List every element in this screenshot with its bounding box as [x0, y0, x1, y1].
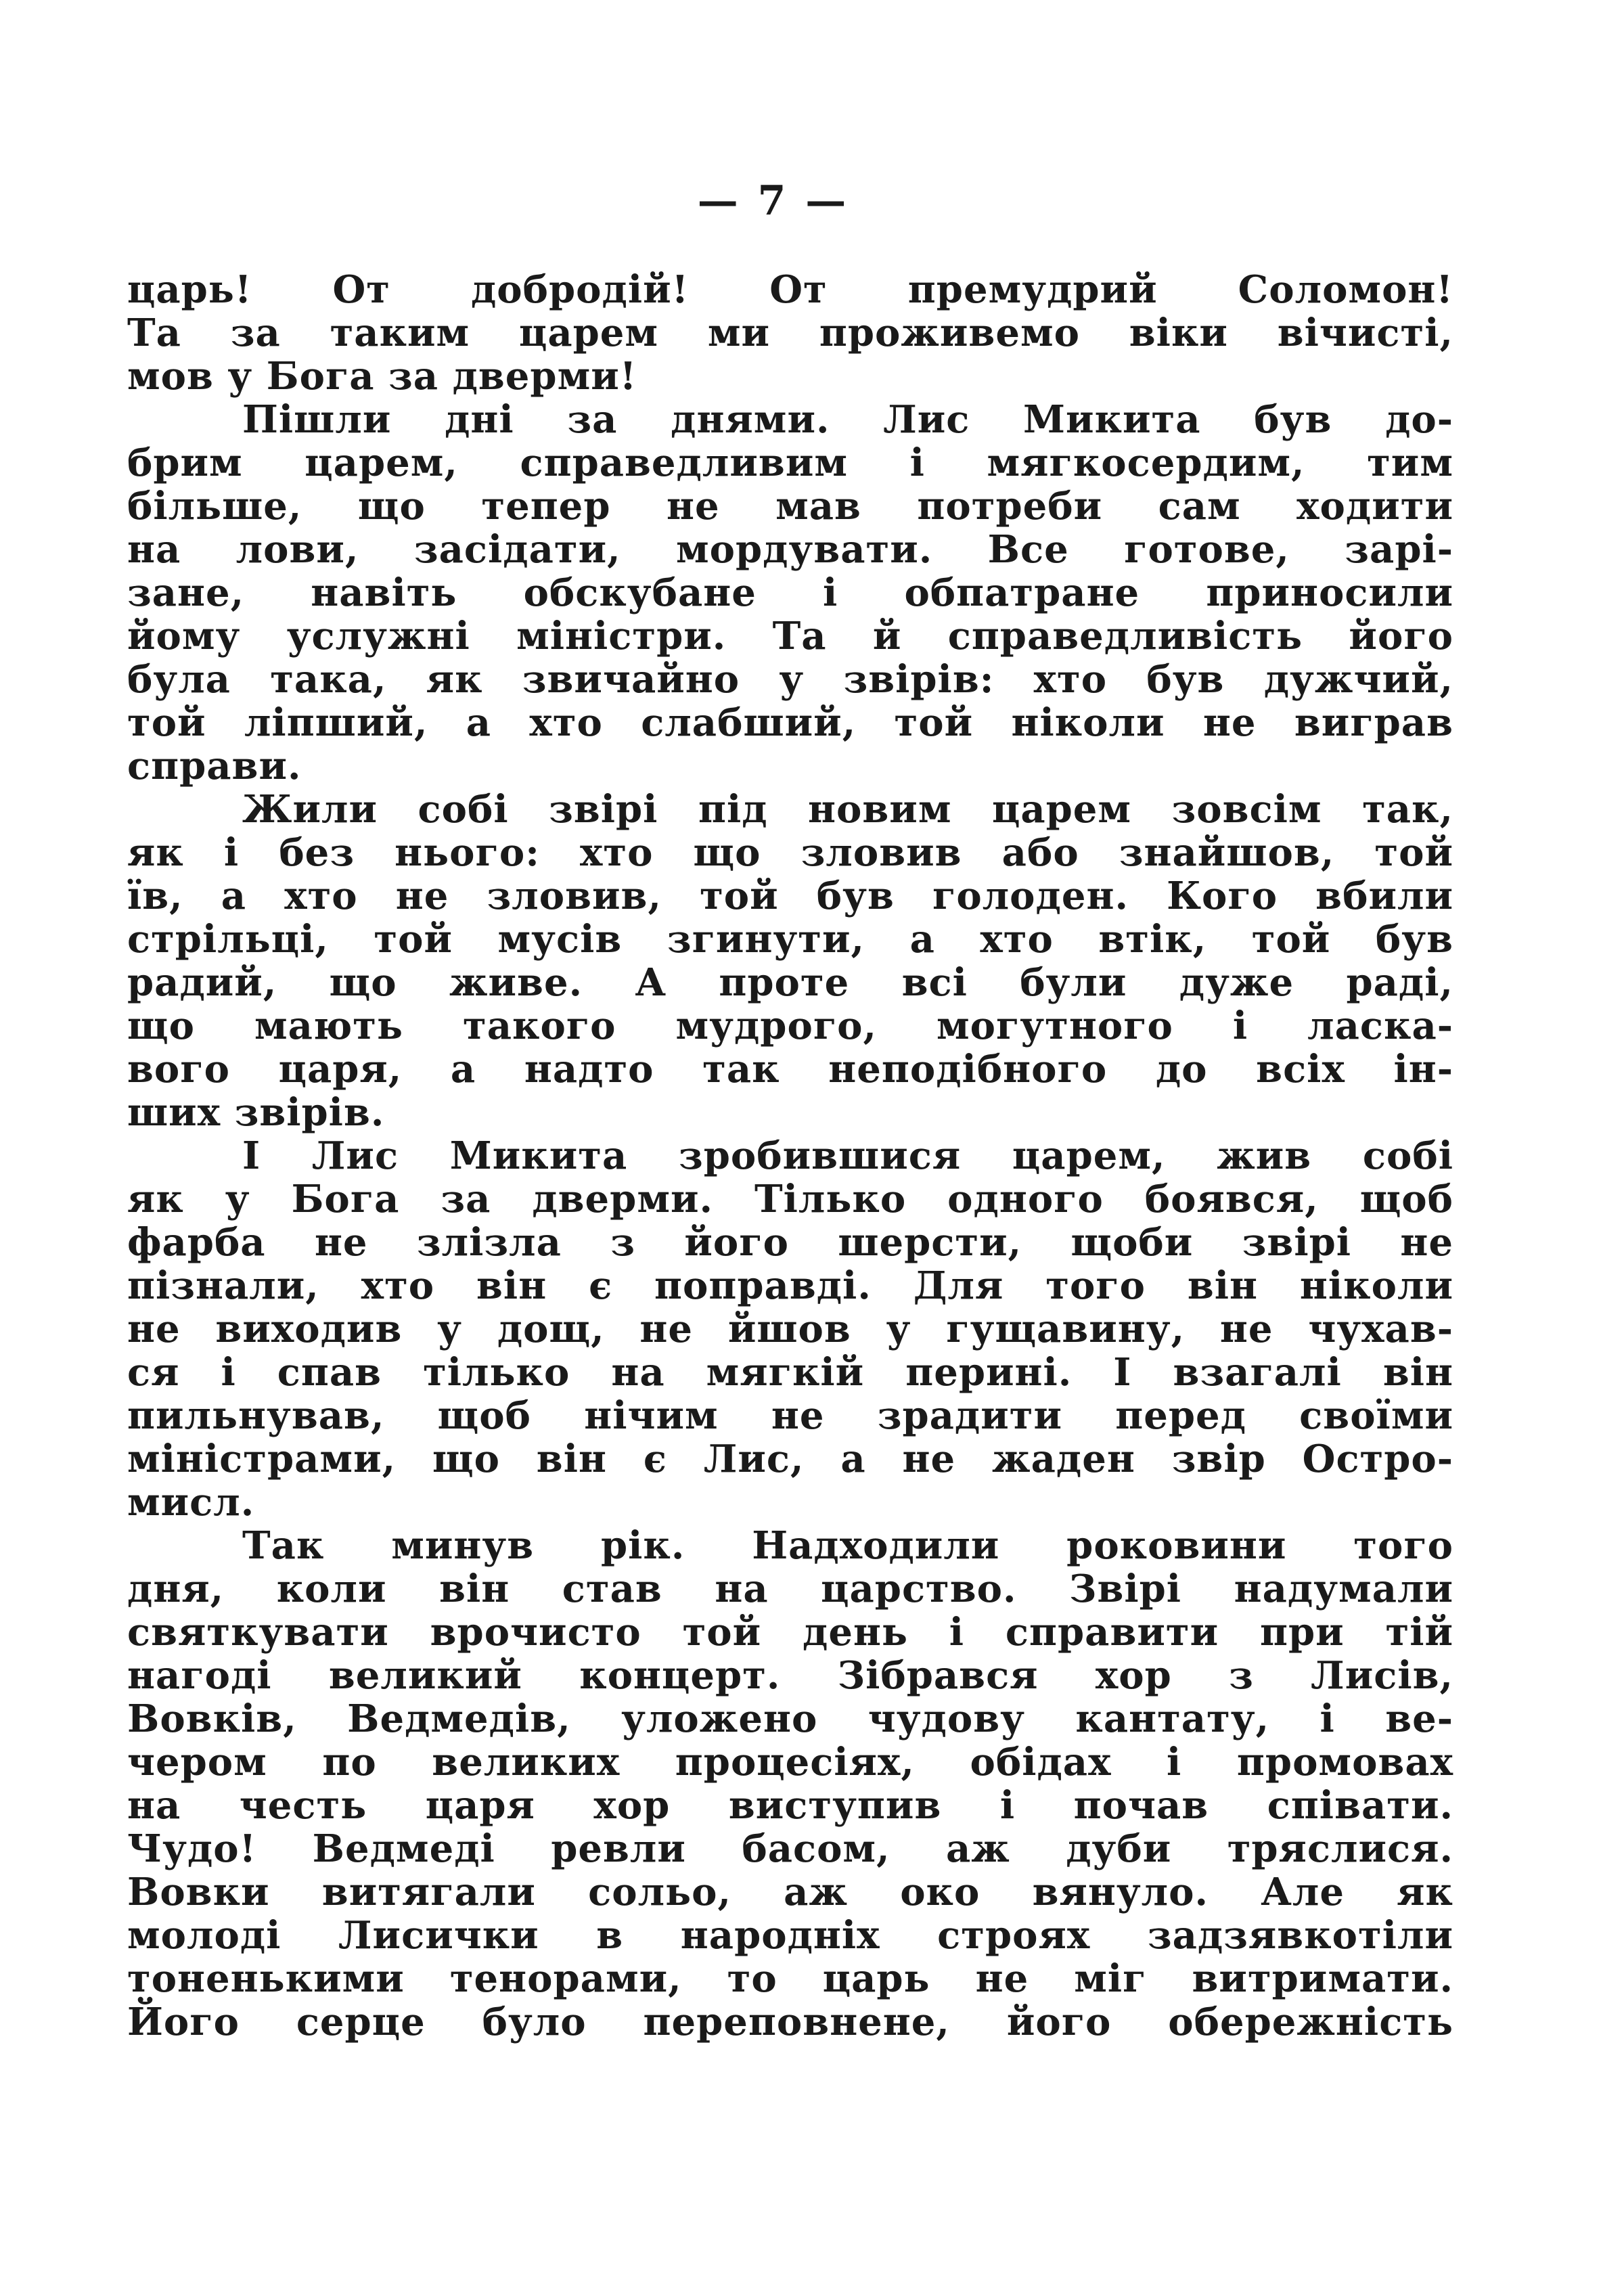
text-line: на лови, засідати, мордувати. Все готове, зарі-: [127, 527, 1453, 572]
text-line: йому услужні міністри. Та й справедливість його: [127, 614, 1453, 658]
page-number: — 7 —: [697, 177, 849, 225]
text-line: Жили собі звірі під новим царем зовсім так,: [242, 787, 1453, 832]
text-line: Чудо! Ведмеді ревли басом, аж дуби тряслися.: [127, 1826, 1453, 1871]
paragraph: [127, 398, 1453, 788]
text-line: як і без нього: хто що зловив або знайшов, той: [127, 830, 1453, 875]
text-line: Вовки витягали сольо, аж око вянуло. Але як: [127, 1870, 1453, 1914]
text-line: зане, навіть обскубане і обпатране приносили: [127, 570, 1453, 615]
text-line: що мають такого мудрого, могутного і ласка-: [127, 1004, 1453, 1048]
text-line: пізнали, хто він є поправді. Для того він ніколи: [127, 1263, 1453, 1308]
text-line: нагоді великий концерт. Зібрався хор з Лисів,: [127, 1653, 1453, 1698]
text-line: Та за таким царем ми проживемо віки вічисті,: [127, 311, 1453, 355]
text-line: не виходив у дощ, не йшов у гущавину, не чухав-: [127, 1307, 1453, 1351]
text-line: на честь царя хор виступив і почав співати.: [127, 1783, 1453, 1828]
text-line: І Лис Микита зробившися царем, жив собі: [242, 1133, 1453, 1178]
text-line: була така, як звичайно у звірів: хто був дужчий,: [127, 657, 1453, 702]
text-line: вого царя, а надто так неподібного до всіх ін-: [127, 1047, 1453, 1092]
text-line: мов у Бога за дверми!: [127, 354, 637, 399]
text-body: [127, 268, 1453, 2044]
text-line: царь! От добродій! От премудрий Соломон!: [127, 267, 1453, 312]
paragraph: [127, 268, 1453, 398]
text-line: молоді Лисички в народніх строях задзявкотіли: [127, 1913, 1453, 1958]
text-line: фарба не злізла з його шерсти, щоби звірі не: [127, 1220, 1453, 1265]
text-line: ся і спав тілько на мягкій перині. І взагалі він: [127, 1350, 1453, 1395]
text-line: їв, а хто не зловив, той був голоден. Кого вбили: [127, 874, 1453, 918]
text-line: ших звірів.: [127, 1090, 385, 1135]
text-line: Так минув рік. Надходили роковини того: [242, 1523, 1453, 1568]
text-line: радий, що живе. А проте всі були дуже раді,: [127, 960, 1453, 1005]
text-line: більше, що тепер не мав потреби сам ходити: [127, 484, 1453, 529]
text-line: дня, коли він став на царство. Звірі надумали: [127, 1567, 1453, 1611]
text-line: мисл.: [127, 1480, 255, 1525]
text-line: стрільці, той мусів згинути, а хто втік, той був: [127, 917, 1453, 962]
paragraph: [127, 788, 1453, 1134]
paragraph: [127, 1524, 1453, 2044]
text-line: справи.: [127, 744, 302, 788]
text-line: брим царем, справедливим і мягкосердим, тим: [127, 441, 1453, 485]
paragraph: [127, 1134, 1453, 1524]
text-line: Його серце було переповнене, його обережність: [127, 2000, 1453, 2044]
text-line: той ліпший, а хто слабший, той ніколи не виграв: [127, 700, 1453, 745]
text-line: як у Бога за дверми. Тілько одного боявся, щоб: [127, 1177, 1453, 1221]
text-line: тоненькими тенорами, то царь не міг витримати.: [127, 1956, 1453, 2001]
text-line: пильнував, щоб нічим не зрадити перед своїми: [127, 1393, 1453, 1438]
text-line: Вовків, Ведмедів, уложено чудову кантату, і ве-: [127, 1697, 1453, 1741]
text-line: святкувати врочисто той день і справити при тій: [127, 1610, 1453, 1655]
text-line: міністрами, що він є Лис, а не жаден звір Остро-: [127, 1437, 1453, 1481]
text-line: Пішли дні за днями. Лис Микита був до-: [242, 397, 1453, 442]
text-line: чером по великих процесіях, обідах і промовах: [127, 1740, 1453, 1784]
